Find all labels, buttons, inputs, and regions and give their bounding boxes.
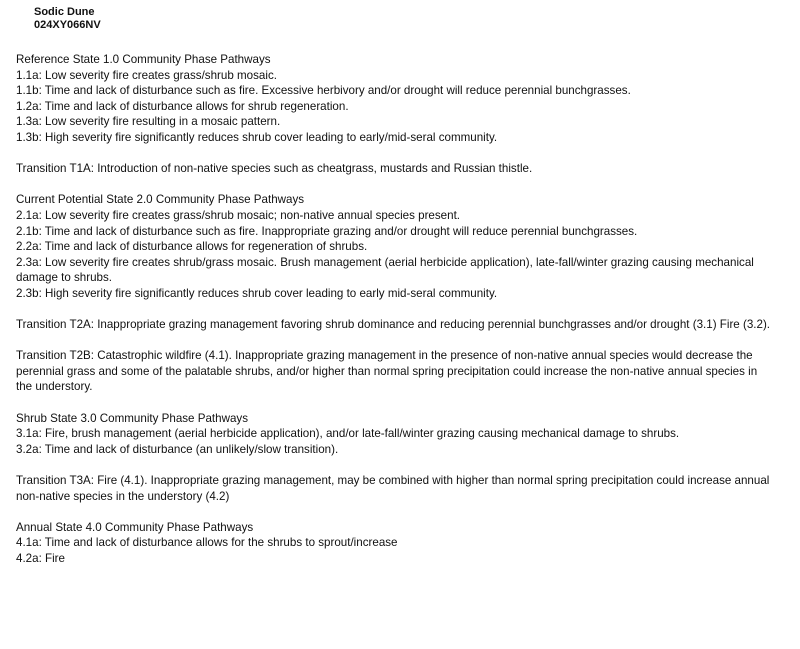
text-section <box>16 317 776 333</box>
text-section <box>16 473 776 504</box>
site-title: Sodic Dune <box>34 6 95 18</box>
text-line: Current Potential State 2.0 Community Phase Pathways <box>16 193 305 207</box>
text-line: 2.2a: Time and lack of disturbance allows for regeneration of shrubs. <box>16 240 368 254</box>
text-section <box>16 411 776 458</box>
text-line: 1.3a: Low severity fire resulting in a mosaic pattern. <box>16 115 281 129</box>
text-line: 3.1a: Fire, brush management (aerial herbicide application), and/or late-fall/winter grazing causing mechanical damage to shrubs. <box>16 427 680 441</box>
text-line: 4.1a: Time and lack of disturbance allows for the shrubs to sprout/increase <box>16 536 398 550</box>
text-line: 1.2a: Time and lack of disturbance allows for shrub regeneration. <box>16 99 349 113</box>
text-line: 2.1b: Time and lack of disturbance such as fire. Inappropriate grazing and/or drought will reduce perennial bunchgrasses. <box>16 224 638 238</box>
text-line: 1.1a: Low severity fire creates grass/shrub mosaic. <box>16 68 277 82</box>
text-line: 3.2a: Time and lack of disturbance (an unlikely/slow transition). <box>16 442 339 456</box>
text-line: 2.3a: Low severity fire creates shrub/grass mosaic. Brush management (aerial herbicide application), late-fall/winter grazing causing mechanical damage to shrubs. <box>16 255 754 285</box>
text-section <box>16 348 776 395</box>
text-line: Transition T2A: Inappropriate grazing management favoring shrub dominance and reducing perennial bunchgrasses and/or drought (3.1) Fire (3.2). <box>16 318 771 332</box>
text-line: 2.1a: Low severity fire creates grass/shrub mosaic; non-native annual species present. <box>16 208 461 222</box>
text-line: Shrub State 3.0 Community Phase Pathways <box>16 411 248 425</box>
pathways-text <box>16 52 776 582</box>
text-line: 1.1b: Time and lack of disturbance such as fire. Excessive herbivory and/or drought will reduce perennial bunchgrasses. <box>16 84 631 98</box>
text-line: Reference State 1.0 Community Phase Pathways <box>16 53 271 66</box>
text-line: 2.3b: High severity fire significantly reduces shrub cover leading to early mid-seral community. <box>16 286 498 300</box>
text-section <box>16 161 776 177</box>
text-section <box>16 52 776 146</box>
text-section <box>16 192 776 301</box>
text-section <box>16 520 776 567</box>
site-code: 024XY066NV <box>34 19 101 31</box>
document-header <box>34 6 101 32</box>
text-line: Transition T1A: Introduction of non-native species such as cheatgrass, mustards and Russian thistle. <box>16 162 533 176</box>
text-line: Annual State 4.0 Community Phase Pathways <box>16 520 254 534</box>
text-line: Transition T3A: Fire (4.1). Inappropriate grazing management, may be combined with higher than normal spring precipitation could increase annual non-native species in the understory (4.2) <box>16 474 770 503</box>
text-line: 1.3b: High severity fire significantly reduces shrub cover leading to early/mid-seral community. <box>16 130 498 144</box>
text-line: 4.2a: Fire <box>16 552 65 565</box>
text-line: Transition T2B: Catastrophic wildfire (4.1). Inappropriate grazing management in the presence of non-native annual species would decrease the perennial grass and some of the palatable shrubs, and/or higher than normal spring precipitation could increase the non-native annual species in the understory. <box>16 349 758 394</box>
